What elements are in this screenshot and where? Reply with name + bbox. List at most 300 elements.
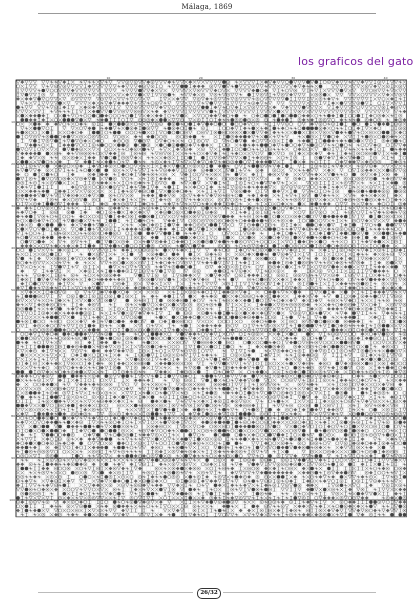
target-symbol-dot	[379, 161, 380, 162]
circle-symbol	[344, 215, 347, 218]
target-symbol-dot	[257, 245, 258, 246]
circle-symbol	[168, 186, 171, 189]
circle-symbol	[46, 223, 49, 226]
circle-symbol	[285, 144, 288, 147]
target-symbol-dot	[316, 157, 317, 158]
target-symbol-dot	[198, 90, 199, 91]
watermark-text: los graficos del gato	[298, 55, 414, 68]
target-symbol-dot	[282, 220, 283, 221]
target-symbol-dot	[34, 182, 35, 183]
target-symbol-dot	[345, 182, 346, 183]
circle-symbol	[294, 131, 297, 134]
circle-symbol	[159, 299, 162, 302]
target-symbol-dot	[127, 82, 128, 83]
circle-symbol	[59, 102, 62, 105]
target-symbol-dot	[228, 145, 229, 146]
circle-symbol	[277, 215, 280, 218]
circle-symbol	[159, 118, 162, 121]
circle-symbol	[25, 240, 28, 243]
circle-symbol	[327, 135, 330, 138]
target-symbol-dot	[312, 212, 313, 213]
circle-symbol	[193, 244, 196, 247]
circle-symbol	[189, 127, 192, 130]
target-symbol-dot	[232, 161, 233, 162]
target-symbol-dot	[165, 136, 166, 137]
circle-symbol	[386, 123, 389, 126]
circle-symbol	[109, 123, 112, 126]
circle-symbol	[248, 93, 251, 96]
target-symbol-dot	[173, 266, 174, 267]
circle-symbol	[273, 244, 276, 247]
target-symbol-dot	[30, 178, 31, 179]
target-symbol-dot	[198, 224, 199, 225]
target-symbol-dot	[253, 103, 254, 104]
target-symbol-dot	[144, 140, 145, 141]
target-symbol-dot	[341, 229, 342, 230]
target-symbol-dot	[370, 187, 371, 188]
target-symbol-dot	[396, 250, 397, 251]
target-symbol-dot	[362, 174, 363, 175]
circle-symbol	[243, 144, 246, 147]
target-symbol-dot	[295, 250, 296, 251]
target-symbol-dot	[366, 283, 367, 284]
circle-symbol	[159, 253, 162, 256]
target-symbol-dot	[202, 220, 203, 221]
target-symbol-dot	[60, 304, 61, 305]
circle-symbol	[130, 253, 133, 256]
target-symbol-dot	[72, 98, 73, 99]
circle-symbol	[210, 102, 213, 105]
target-symbol-dot	[123, 136, 124, 137]
target-symbol-dot	[131, 128, 132, 129]
circle-symbol	[231, 118, 234, 121]
target-symbol-dot	[76, 187, 77, 188]
circle-symbol	[92, 127, 95, 130]
circle-symbol	[332, 257, 335, 260]
target-symbol-dot	[131, 216, 132, 217]
circle-symbol	[382, 131, 385, 134]
target-symbol-dot	[165, 275, 166, 276]
target-symbol-dot	[253, 229, 254, 230]
target-symbol-dot	[362, 296, 363, 297]
circle-symbol	[138, 93, 141, 96]
target-symbol-dot	[215, 296, 216, 297]
target-symbol-dot	[316, 182, 317, 183]
target-symbol-dot	[156, 275, 157, 276]
circle-symbol	[256, 253, 259, 256]
circle-symbol	[109, 265, 112, 268]
target-symbol-dot	[139, 250, 140, 251]
target-symbol-dot	[135, 258, 136, 259]
target-symbol-dot	[391, 208, 392, 209]
circle-symbol	[323, 139, 326, 142]
target-symbol-dot	[240, 241, 241, 242]
circle-symbol	[168, 144, 171, 147]
target-symbol-dot	[366, 119, 367, 120]
target-symbol-dot	[320, 124, 321, 125]
target-symbol-dot	[240, 119, 241, 120]
target-symbol-dot	[320, 128, 321, 129]
circle-symbol	[63, 118, 66, 121]
target-symbol-dot	[89, 107, 90, 108]
circle-symbol	[311, 282, 314, 285]
target-symbol-dot	[215, 98, 216, 99]
circle-symbol	[273, 295, 276, 298]
target-symbol-dot	[106, 229, 107, 230]
circle-symbol	[319, 85, 322, 88]
target-symbol-dot	[127, 145, 128, 146]
circle-symbol	[159, 194, 162, 197]
circle-symbol	[361, 190, 364, 193]
circle-symbol	[21, 114, 24, 117]
circle-symbol	[227, 286, 230, 289]
target-symbol-dot	[152, 245, 153, 246]
circle-symbol	[38, 114, 41, 117]
circle-symbol	[168, 127, 171, 130]
target-symbol-dot	[186, 216, 187, 217]
circle-symbol	[138, 232, 141, 235]
circle-symbol	[227, 135, 230, 138]
circle-symbol	[109, 215, 112, 218]
circle-symbol	[243, 135, 246, 138]
circle-symbol	[357, 139, 360, 142]
circle-symbol	[353, 173, 356, 176]
circle-symbol	[113, 156, 116, 159]
circle-symbol	[109, 177, 112, 180]
circle-symbol	[38, 97, 41, 100]
target-symbol-dot	[169, 300, 170, 301]
target-symbol-dot	[43, 94, 44, 95]
target-symbol-dot	[76, 166, 77, 167]
circle-symbol	[88, 244, 91, 247]
target-symbol-dot	[370, 140, 371, 141]
target-symbol-dot	[282, 254, 283, 255]
circle-symbol	[201, 144, 204, 147]
circle-symbol	[344, 291, 347, 294]
target-symbol-dot	[215, 212, 216, 213]
circle-symbol	[21, 228, 24, 231]
circle-symbol	[126, 244, 129, 247]
circle-symbol	[147, 228, 150, 231]
target-symbol-dot	[156, 292, 157, 293]
target-symbol-dot	[232, 220, 233, 221]
circle-symbol	[185, 299, 188, 302]
circle-symbol	[185, 85, 188, 88]
circle-symbol	[122, 261, 125, 264]
circle-symbol	[54, 228, 57, 231]
circle-symbol	[67, 135, 70, 138]
target-symbol-dot	[324, 266, 325, 267]
circle-symbol	[151, 278, 154, 281]
target-symbol-dot	[123, 153, 124, 154]
circle-symbol	[151, 215, 154, 218]
circle-symbol	[231, 169, 234, 172]
circle-symbol	[92, 131, 95, 134]
target-symbol-dot	[131, 262, 132, 263]
target-symbol-dot	[236, 199, 237, 200]
target-symbol-dot	[370, 136, 371, 137]
page-title: Málaga, 1869	[181, 3, 233, 11]
target-symbol-dot	[55, 212, 56, 213]
circle-symbol	[353, 232, 356, 235]
target-symbol-dot	[358, 233, 359, 234]
target-symbol-dot	[102, 107, 103, 108]
target-symbol-dot	[312, 287, 313, 288]
target-symbol-dot	[64, 157, 65, 158]
target-symbol-dot	[400, 191, 401, 192]
target-symbol-dot	[139, 262, 140, 263]
target-symbol-dot	[312, 132, 313, 133]
target-symbol-dot	[282, 224, 283, 225]
target-symbol-dot	[177, 199, 178, 200]
target-symbol-dot	[202, 128, 203, 129]
circle-symbol	[290, 114, 293, 117]
circle-symbol	[201, 240, 204, 243]
circle-symbol	[206, 123, 209, 126]
circle-symbol	[193, 135, 196, 138]
target-symbol-dot	[148, 145, 149, 146]
circle-symbol	[210, 223, 213, 226]
cross-stitch-chart	[10, 75, 405, 525]
target-symbol-dot	[219, 195, 220, 196]
target-symbol-dot	[123, 241, 124, 242]
circle-symbol	[138, 274, 141, 277]
target-symbol-dot	[165, 94, 166, 95]
circle-symbol	[243, 139, 246, 142]
target-symbol-dot	[295, 245, 296, 246]
circle-symbol	[143, 144, 146, 147]
target-symbol-dot	[165, 182, 166, 183]
circle-symbol	[164, 249, 167, 252]
target-symbol-dot	[349, 212, 350, 213]
circle-symbol	[306, 139, 309, 142]
circle-symbol	[269, 303, 272, 306]
circle-symbol	[311, 244, 314, 247]
target-symbol-dot	[366, 153, 367, 154]
target-symbol-dot	[55, 292, 56, 293]
circle-symbol	[201, 106, 204, 109]
circle-symbol	[109, 186, 112, 189]
circle-symbol	[109, 219, 112, 222]
target-symbol-dot	[181, 119, 182, 120]
circle-symbol	[172, 303, 175, 306]
target-symbol-dot	[190, 208, 191, 209]
target-symbol-dot	[194, 271, 195, 272]
circle-symbol	[332, 173, 335, 176]
circle-symbol	[29, 286, 32, 289]
circle-symbol	[105, 118, 108, 121]
target-symbol-dot	[110, 212, 111, 213]
circle-symbol	[218, 303, 221, 306]
circle-symbol	[21, 118, 24, 121]
target-symbol-dot	[51, 283, 52, 284]
target-symbol-dot	[135, 107, 136, 108]
target-symbol-dot	[219, 245, 220, 246]
circle-symbol	[113, 219, 116, 222]
circle-symbol	[315, 81, 318, 84]
circle-symbol	[143, 127, 146, 130]
target-symbol-dot	[198, 119, 199, 120]
target-symbol-dot	[261, 157, 262, 158]
circle-symbol	[130, 114, 133, 117]
target-symbol-dot	[148, 216, 149, 217]
target-symbol-dot	[181, 275, 182, 276]
circle-symbol	[38, 240, 41, 243]
target-symbol-dot	[148, 128, 149, 129]
target-symbol-dot	[240, 187, 241, 188]
circle-symbol	[33, 282, 36, 285]
target-symbol-dot	[320, 212, 321, 213]
circle-symbol	[96, 240, 99, 243]
circle-symbol	[306, 135, 309, 138]
circle-symbol	[101, 223, 104, 226]
circle-symbol	[235, 85, 238, 88]
target-symbol-dot	[215, 216, 216, 217]
target-symbol-dot	[265, 229, 266, 230]
circle-symbol	[168, 93, 171, 96]
target-symbol-dot	[320, 119, 321, 120]
circle-symbol	[176, 131, 179, 134]
circle-symbol	[126, 127, 129, 130]
target-symbol-dot	[299, 237, 300, 238]
target-symbol-dot	[43, 157, 44, 158]
circle-symbol	[168, 190, 171, 193]
target-symbol-dot	[169, 153, 170, 154]
circle-symbol	[168, 211, 171, 214]
circle-symbol	[71, 211, 74, 214]
circle-symbol	[147, 244, 150, 247]
circle-symbol	[38, 152, 41, 155]
circle-symbol	[180, 236, 183, 239]
target-symbol-dot	[253, 237, 254, 238]
target-symbol-dot	[232, 178, 233, 179]
circle-symbol	[264, 257, 267, 260]
target-symbol-dot	[261, 94, 262, 95]
circle-symbol	[210, 274, 213, 277]
target-symbol-dot	[190, 304, 191, 305]
target-symbol-dot	[240, 191, 241, 192]
target-symbol-dot	[303, 262, 304, 263]
target-symbol-dot	[249, 216, 250, 217]
circle-symbol	[67, 118, 70, 121]
circle-symbol	[361, 282, 364, 285]
target-symbol-dot	[354, 237, 355, 238]
circle-symbol	[126, 299, 129, 302]
circle-symbol	[319, 156, 322, 159]
target-symbol-dot	[341, 279, 342, 280]
circle-symbol	[105, 169, 108, 172]
target-symbol-dot	[64, 166, 65, 167]
circle-symbol	[59, 181, 62, 184]
circle-symbol	[336, 131, 339, 134]
target-symbol-dot	[244, 178, 245, 179]
circle-symbol	[96, 169, 99, 172]
circle-symbol	[264, 215, 267, 218]
circle-symbol	[273, 207, 276, 210]
circle-symbol	[109, 160, 112, 163]
circle-symbol	[281, 114, 284, 117]
circle-symbol	[269, 228, 272, 231]
target-symbol-dot	[85, 153, 86, 154]
circle-symbol	[403, 232, 406, 235]
circle-symbol	[38, 186, 41, 189]
circle-symbol	[306, 127, 309, 130]
target-symbol-dot	[135, 111, 136, 112]
target-symbol-dot	[207, 279, 208, 280]
circle-symbol	[88, 160, 91, 163]
target-symbol-dot	[198, 304, 199, 305]
circle-symbol	[38, 278, 41, 281]
circle-symbol	[80, 295, 83, 298]
target-symbol-dot	[223, 132, 224, 133]
circle-symbol	[96, 282, 99, 285]
target-symbol-dot	[265, 119, 266, 120]
target-symbol-dot	[282, 187, 283, 188]
circle-symbol	[189, 295, 192, 298]
target-symbol-dot	[34, 136, 35, 137]
target-symbol-dot	[278, 271, 279, 272]
circle-symbol	[17, 106, 20, 109]
target-symbol-dot	[358, 262, 359, 263]
target-symbol-dot	[202, 170, 203, 171]
circle-symbol	[172, 181, 175, 184]
target-symbol-dot	[370, 132, 371, 133]
target-symbol-dot	[148, 266, 149, 267]
target-symbol-dot	[249, 296, 250, 297]
circle-symbol	[357, 156, 360, 159]
circle-symbol	[46, 190, 49, 193]
target-symbol-dot	[249, 258, 250, 259]
circle-symbol	[260, 278, 263, 281]
target-symbol-dot	[253, 107, 254, 108]
circle-symbol	[176, 144, 179, 147]
target-symbol-dot	[173, 300, 174, 301]
target-symbol-dot	[156, 182, 157, 183]
circle-symbol	[50, 223, 53, 226]
target-symbol-dot	[228, 94, 229, 95]
circle-symbol	[168, 232, 171, 235]
target-symbol-dot	[370, 178, 371, 179]
target-symbol-dot	[202, 208, 203, 209]
target-symbol-dot	[207, 266, 208, 267]
target-symbol-dot	[400, 216, 401, 217]
circle-symbol	[235, 114, 238, 117]
target-symbol-dot	[72, 279, 73, 280]
target-symbol-dot	[383, 254, 384, 255]
target-symbol-dot	[337, 191, 338, 192]
circle-symbol	[243, 156, 246, 159]
circle-symbol	[180, 286, 183, 289]
target-symbol-dot	[404, 170, 405, 171]
target-symbol-dot	[345, 245, 346, 246]
circle-symbol	[71, 118, 74, 121]
target-symbol-dot	[194, 216, 195, 217]
target-symbol-dot	[320, 98, 321, 99]
target-symbol-dot	[198, 287, 199, 288]
target-symbol-dot	[118, 283, 119, 284]
target-symbol-dot	[236, 178, 237, 179]
target-symbol-dot	[139, 287, 140, 288]
target-symbol-dot	[106, 250, 107, 251]
target-symbol-dot	[223, 178, 224, 179]
target-symbol-dot	[400, 115, 401, 116]
target-symbol-dot	[127, 203, 128, 204]
target-symbol-dot	[106, 275, 107, 276]
target-symbol-dot	[39, 296, 40, 297]
target-symbol-dot	[228, 283, 229, 284]
target-symbol-dot	[349, 199, 350, 200]
circle-symbol	[176, 232, 179, 235]
